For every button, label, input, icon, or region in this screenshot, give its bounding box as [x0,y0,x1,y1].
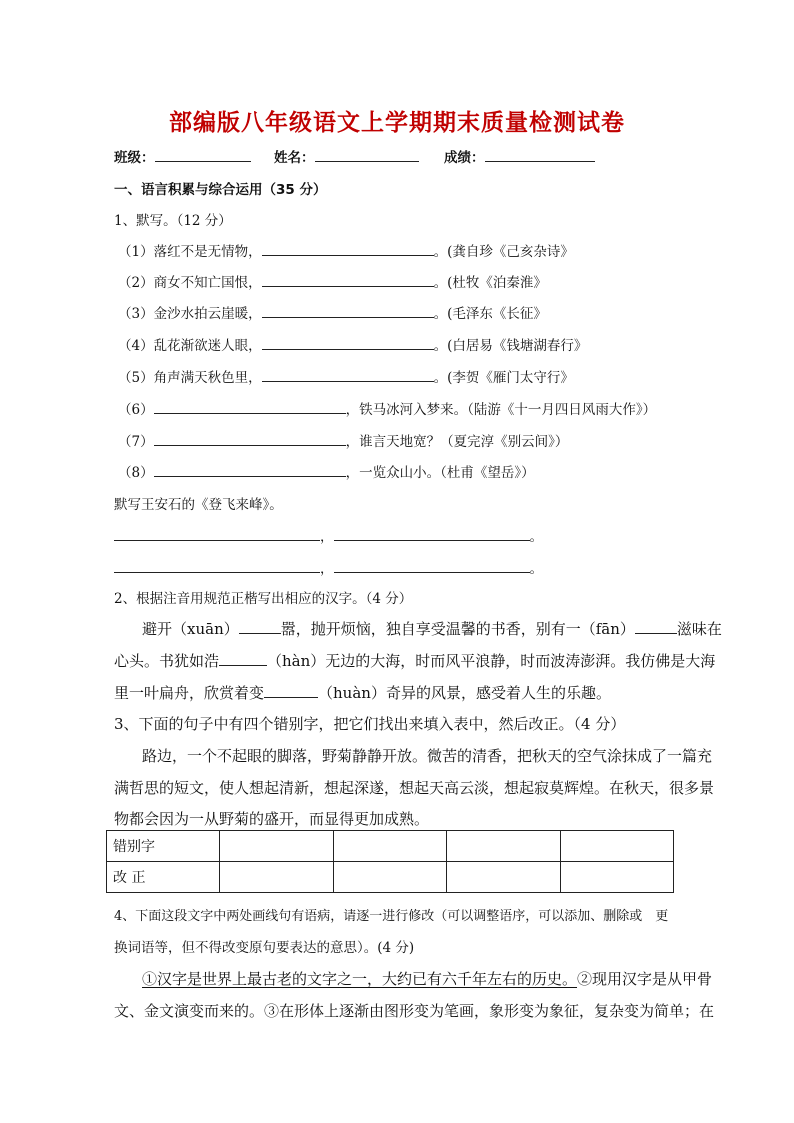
poem-line-1 [114,525,543,545]
poem-blank[interactable] [334,558,530,573]
underlined-sentence: ①汉字是世界上最古老的文字之一，大约已有六千年左右的历史。 [142,970,578,988]
item-number: （3） [118,306,154,322]
q1-title: 1、默写。（12 分） [114,213,232,229]
text: （hàn）无边的大海，时而风平浪静，时而波涛澎湃。我仿佛是大海 [267,652,716,670]
class-label: 班级： [114,150,155,166]
item-number: （2） [118,275,154,291]
q1-item-4 [118,334,587,354]
q3-para-line-1: 路边，一个不起眼的脚落，野菊静静开放。微苦的清香，把秋天的空气涂抹成了一篇充 [142,747,713,765]
text: （huàn）奇异的风景，感受着人生的乐趣。 [318,684,611,702]
item-source: 。(杜牧《泊秦淮》 [433,275,547,291]
class-field [114,146,251,166]
text: 嚣，抛开烦恼，独自享受温馨的书香，别有一（fān） [280,620,635,638]
item-number: （7） [118,434,154,450]
item-number: （6） [118,402,154,418]
table-cell[interactable] [447,831,561,862]
answer-blank[interactable] [262,241,434,256]
q3-para-line-2: 满哲思的短文，使人想起清新，想起深遂，想起天高云淡，想起寂莫辉煌。在秋天，很多景 [114,779,715,797]
period: 。 [529,529,543,545]
period: 。 [529,561,543,577]
table-cell[interactable] [333,831,447,862]
poem-line-2 [114,557,543,577]
answer-blank[interactable] [262,272,434,287]
answer-blank[interactable] [262,367,434,382]
q1-item-1 [118,240,574,260]
typo-table [106,830,674,893]
table-cell[interactable] [447,862,561,893]
table-row [107,862,674,893]
name-blank[interactable] [315,147,419,162]
answer-blank[interactable] [154,462,346,477]
q3-title: 3、下面的句子中有四个错别字，把它们找出来填入表中，然后改正。（4 分） [114,715,626,733]
item-text: ，谁言天地宽？（夏完淳《别云间》） [345,434,569,450]
table-row [107,831,674,862]
score-blank[interactable] [485,147,595,162]
text: 滋味在 [676,620,722,638]
q2-line-3 [114,682,611,703]
class-blank[interactable] [155,147,251,162]
q1-item-2 [118,271,547,291]
q2-title: 2、根据注音用规范正楷写出相应的汉字。（4 分） [114,591,413,607]
q2-line-2 [114,650,715,671]
row-header-correct: 改 正 [107,862,220,893]
table-cell[interactable] [560,862,674,893]
item-source: 。(白居易《钱塘湖春行》 [433,338,588,354]
pinyin-blank-1[interactable] [239,619,281,634]
item-source: 。(龚自珍《己亥杂诗》 [433,244,574,260]
q3-para-line-3: 物都会因为一从野菊的盛开，而显得更加成熟。 [114,810,430,828]
table-cell[interactable] [220,831,334,862]
q4-title-line-1: 4、下面这段文字中两处画线句有语病，请逐一进行修改（可以调整语序，可以添加、删除或 更 [114,909,669,924]
poem-blank[interactable] [114,526,320,541]
table-cell[interactable] [560,831,674,862]
score-field [444,146,595,166]
text: 避开（xuān） [142,620,239,638]
item-text: ，铁马冰河入梦来。（陆游《十一月四日风雨大作》） [345,402,657,418]
answer-blank[interactable] [262,335,434,350]
item-text: 商女不知亡国恨， [153,275,262,291]
q1-item-6 [118,398,656,418]
row-header-wrong: 错别字 [107,831,220,862]
text: 心头。书犹如浩 [114,652,220,670]
table-cell[interactable] [220,862,334,893]
text: ②现用汉字是从甲骨 [577,970,713,988]
item-text: 金沙水拍云崖暖， [153,306,262,322]
q2-line-1 [142,618,722,639]
answer-blank[interactable] [262,303,434,318]
q1-item-3 [118,302,547,322]
q4-title-line-2: 换词语等，但不得改变原句要表达的意思）。(4 分) [114,940,415,956]
q4-para-line-2: 文、金文演变而来的。③在形体上逐渐由图形变为笔画，象形变为象征，复杂变为简单；在 [114,1002,715,1020]
item-text: 角声满天秋色里， [153,370,262,386]
answer-blank[interactable] [154,431,346,446]
item-source: 。(李贺《雁门太守行》 [433,370,574,386]
score-label: 成绩： [444,150,485,166]
item-number: （8） [118,465,154,481]
item-number: （1） [118,244,154,260]
item-text: 乱花渐欲迷人眼， [153,338,262,354]
q1-extra-prompt: 默写王安石的《登飞来峰》。 [114,497,283,513]
item-text: 落红不是无情物， [153,244,262,260]
item-source: 。(毛泽东《长征》 [433,306,547,322]
item-text: ，一览众山小。（杜甫《望岳》） [345,465,535,481]
pinyin-blank-4[interactable] [264,683,318,698]
name-label: 姓名： [274,150,315,166]
section-1-heading: 一、语言积累与综合运用（35 分） [114,182,327,198]
page-title: 部编版八年级语文上学期期末质量检测试卷 [169,110,625,136]
name-field [274,146,419,166]
q1-item-7 [118,430,568,450]
q4-para-line-1 [142,968,712,989]
pinyin-blank-2[interactable] [635,619,677,634]
item-number: （5） [118,370,154,386]
comma: ， [320,561,334,577]
q1-item-8 [118,461,535,481]
answer-blank[interactable] [154,399,346,414]
table-cell[interactable] [333,862,447,893]
comma: ， [320,529,334,545]
q1-item-5 [118,366,574,386]
text: 里一叶扁舟，欣赏着变 [114,684,265,702]
poem-blank[interactable] [114,558,320,573]
pinyin-blank-3[interactable] [219,651,267,666]
poem-blank[interactable] [334,526,530,541]
item-number: （4） [118,338,154,354]
